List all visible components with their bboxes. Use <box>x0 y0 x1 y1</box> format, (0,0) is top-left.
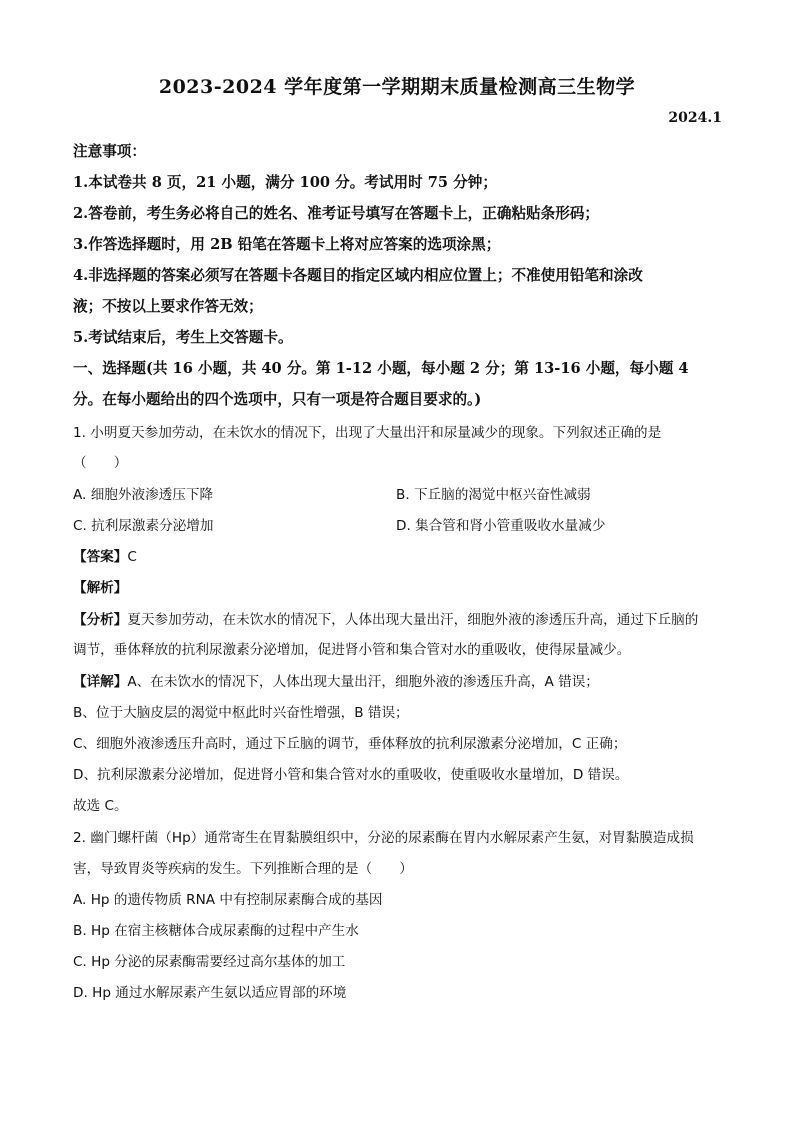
q2-stem: 2. 幽门螺杆菌（Hp）通常寄生在胃黏膜组织中，分泌的尿素酶在胃内水解尿素产生氨，对胃黏膜造成损 <box>73 830 694 846</box>
q1-conclusion: 故选 C。 <box>73 798 128 814</box>
q1-stem: 1. 小明夏天参加劳动，在未饮水的情况下，出现了大量出汗和尿量减少的现象。下列叙述正确的是 <box>73 425 662 441</box>
notice-item-1: 1.本试卷共 8 页，21 小题，满分 100 分。考试用时 75 分钟； <box>73 174 497 191</box>
q1-option-d: D. 集合管和肾小管重吸收水量减少 <box>396 518 606 534</box>
fenxi-text-1: 夏天参加劳动，在未饮水的情况下，人体出现大量出汗，细胞外液的渗透压升高，通过下丘脑的 <box>127 612 699 628</box>
exam-title: 2023-2024 学年度第一学期期末质量检测高三生物学 <box>158 76 636 98</box>
q1-answer-line <box>73 545 137 565</box>
q1-option-a: A. 细胞外液渗透压下降 <box>73 487 214 503</box>
q1-analysis-tag <box>73 576 127 596</box>
q1-option-b: B. 下丘脑的渴觉中枢兴奋性减弱 <box>396 487 591 503</box>
q1-xiangjie-a <box>73 670 599 690</box>
q1-xiangjie-b: B、位于大脑皮层的渴觉中枢此时兴奋性增强，B 错误； <box>73 705 409 721</box>
section-heading-line1: 一、选择题(共 16 小题，共 40 分。第 1-12 小题，每小题 2 分；第 13-16 小题，每小题 4 <box>73 360 689 377</box>
q2-option-c: C. Hp 分泌的尿素酶需要经过高尔基体的加工 <box>73 954 346 970</box>
xiangjie-tag: 【详解】 <box>73 674 128 690</box>
q2-stem-cont: 害，导致胃炎等疾病的发生。下列推断合理的是（ ） <box>73 861 413 877</box>
q2-option-b: B. Hp 在宿主核糖体合成尿素酶的过程中产生水 <box>73 923 359 939</box>
q2-option-d: D. Hp 通过水解尿素产生氨以适应胃部的环境 <box>73 985 347 1001</box>
notice-item-4: 4.非选择题的答案必须写在答题卡各题目的指定区域内相应位置上；不准使用铅笔和涂改 <box>73 267 643 284</box>
answer-value: C <box>127 549 137 565</box>
notice-item-2: 2.答卷前，考生务必将自己的姓名、准考证号填写在答题卡上，正确粘贴条形码； <box>73 205 600 222</box>
section-heading-line2: 分。在每小题给出的四个选项中，只有一项是符合题目要求的。) <box>73 391 482 408</box>
notice-item-4-cont: 液；不按以上要求作答无效； <box>73 298 263 315</box>
q1-fenxi-line1 <box>73 608 698 628</box>
exam-date: 2024.1 <box>668 110 722 126</box>
q2-option-a: A. Hp 的遗传物质 RNA 中有控制尿素酶合成的基因 <box>73 892 383 908</box>
q1-xiangjie-c: C、细胞外液渗透压升高时，通过下丘脑的调节，垂体释放的抗利尿激素分泌增加，C 正确； <box>73 736 627 752</box>
notice-heading: 注意事项： <box>73 143 146 160</box>
q1-stem-bracket: （ ） <box>73 455 128 471</box>
q1-fenxi-line2: 调节，垂体释放的抗利尿激素分泌增加，促进肾小管和集合管对水的重吸收，使得尿量减少。 <box>73 642 631 658</box>
q1-option-c: C. 抗利尿激素分泌增加 <box>73 518 214 534</box>
answer-tag: 【答案】 <box>73 549 128 565</box>
q1-xiangjie-d: D、抗利尿激素分泌增加，促进肾小管和集合管对水的重吸收，使重吸收水量增加，D 错误。 <box>73 767 629 783</box>
notice-item-5: 5.考试结束后，考生上交答题卡。 <box>73 329 293 346</box>
analysis-tag: 【解析】 <box>73 580 128 596</box>
xiangjie-a-text: A、在未饮水的情况下，人体出现大量出汗，细胞外液的渗透压升高，A 错误； <box>127 674 599 690</box>
notice-item-3: 3.作答选择题时，用 2B 铅笔在答题卡上将对应答案的选项涂黑； <box>73 236 501 253</box>
fenxi-tag: 【分析】 <box>73 612 128 628</box>
